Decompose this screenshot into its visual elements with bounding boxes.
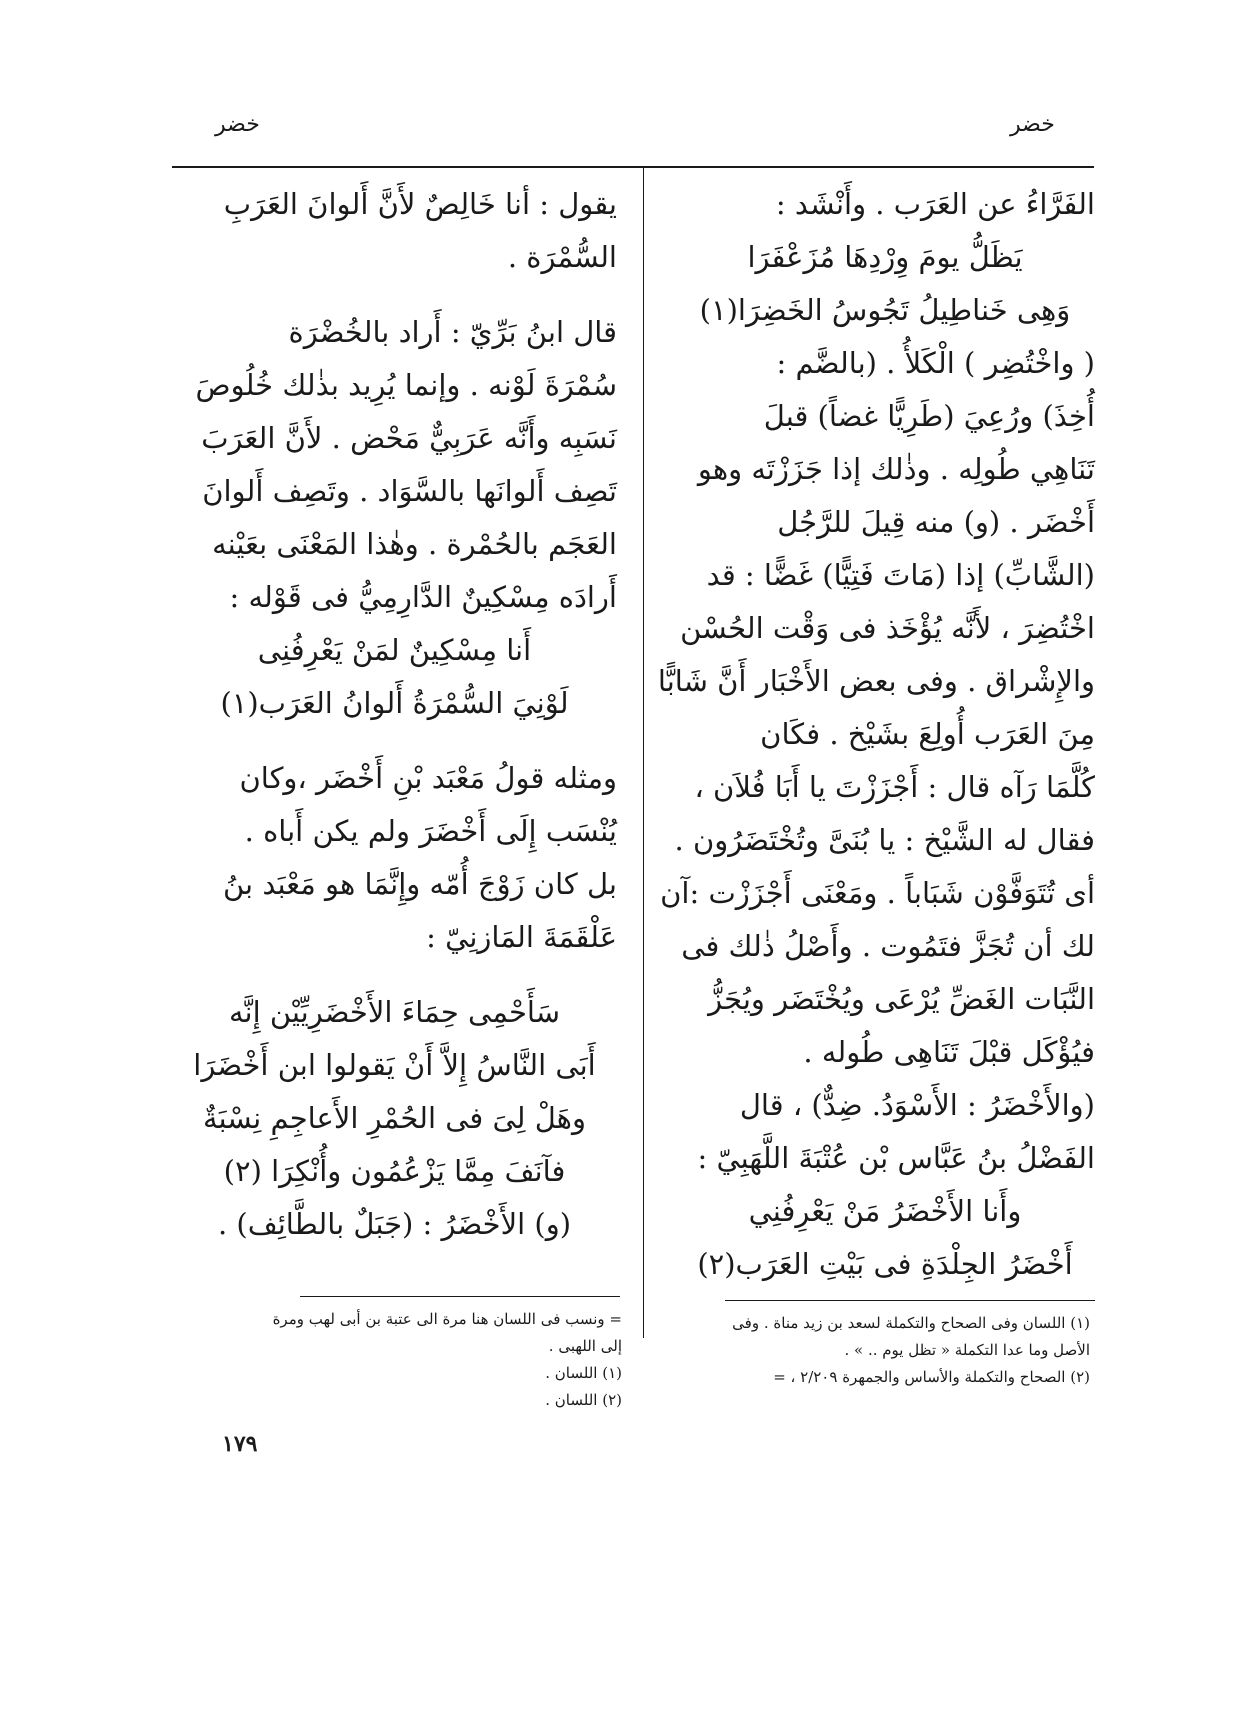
page-number: ١٧٩ [222, 1431, 258, 1457]
verse-line: يَظَلُّ يومَ وِرْدِهَا مُزَعْفَرَا [747, 240, 1023, 274]
text-line: الفَضْلُ بنُ عَبَّاس بْن عُتْبَةَ اللَّهَبِيّ : [697, 1141, 1095, 1175]
text-line: سُمْرَةَ لَوْنه . وإنما يُرِيد بذٰلك خُلُوصَ [195, 368, 617, 402]
text-line: بل كان زَوْجَ أُمّه وإِنَّمَا هو مَعْبَد بنُ [222, 867, 617, 901]
verse-line: أَنا مِسْكِينٌ لمَنْ يَعْرِفُنِى [257, 633, 532, 667]
text-line: الفَرَّاءُ عن العَرَب . وأَنْشَد : [775, 187, 1095, 221]
verse-line: لَوْنِيَ السُّمْرَةُ أَلوانُ العَرَب(١) [220, 686, 569, 720]
text-line: (و) الأَخْضَرُ : (جَبَلٌ بالطَّائِف) . [217, 1207, 572, 1241]
footnote-rule-right [725, 1300, 1095, 1301]
text-line: ومثله قولُ مَعْبَد بْنِ أَخْضَر ،وكان [239, 761, 617, 795]
verse-line: وَهِى خَناطِيلُ تَجُوسُ الخَضِرَا(١) [699, 293, 1071, 327]
text-line: (الشَّابِّ) إذا (مَاتَ فَتِيًّا) غَضًّا : قد [706, 558, 1095, 592]
footnotes-left [172, 1306, 622, 1414]
footnote-line: (٢) الصحاح والتكملة والأساس والجمهرة ٢/٢٠٩ ، = [773, 1368, 1090, 1386]
text-line: قال ابنُ بَرِّيّ : أَراد بالخُضْرَة [288, 315, 617, 349]
text-line: العَجَم بالحُمْرة . وهٰذا المَعْنَى بعَيْنه [212, 527, 617, 561]
running-header-left: خضر [215, 112, 260, 137]
verse-line: فآنَفَ مِمَّا يَزْعُمُون وأُنْكِرَا (٢) [223, 1154, 566, 1188]
right-column [657, 178, 1095, 1291]
spacer [172, 284, 617, 306]
text-line: يُنْسَب إِلَى أَخْضَرَ ولم يكن أَباه . [244, 814, 617, 848]
text-line: اخْتُضِرَ ، لأَنَّه يُؤْخَذ فى وَقْت الحُسْن [680, 611, 1095, 645]
footnote-line: (١) اللسان . [545, 1364, 622, 1382]
text-line: يقول : أنا خَالِصٌ لأَنَّ أَلوانَ العَرَبِ [223, 187, 617, 221]
running-header-right: خضر [1010, 112, 1055, 137]
header-rule [172, 166, 1094, 168]
text-line: والإِشْراق . وفى بعض الأَخْبَار أَنَّ شَابًّا [657, 664, 1095, 698]
text-line: لك أن تُجَزَّ فتَمُوت . وأَصْلُ ذٰلك فى [681, 929, 1095, 963]
text-line: النَّبَات الغَضِّ يُرْعَى ويُخْتَضَر ويُجَزُّ [708, 982, 1095, 1016]
verse-line: أَخْضَرُ الجِلْدَةِ فى بَيْتِ العَرَب(٢) [697, 1247, 1073, 1281]
text-line: مِنَ العَرَب أُولِعَ بشَيْخ . فكَان [760, 717, 1095, 751]
text-line: فقال له الشَّيْخ : يا بُنَىَّ وتُخْتَضَرُون . [674, 823, 1095, 857]
text-line: أَرادَه مِسْكِينٌ الدَّارِمِيُّ فى قَوْله : [229, 580, 617, 614]
text-line: (والأَخْضَرُ : الأَسْوَدُ. ضِدٌّ) ، قال [739, 1088, 1095, 1122]
footnote-line: = ونسب فى اللسان هنا مرة الى عتبة بن أبى لهب ومرة [272, 1310, 622, 1328]
footnote-line: (٢) اللسان . [545, 1391, 622, 1409]
text-line: تَصِف أَلوانَها بالسَّوَاد . وتَصِف أَلوانَ [202, 474, 617, 508]
verse-line: وأَنا الأَخْضَرُ مَنْ يَعْرِفُنِي [748, 1194, 1022, 1228]
left-column [172, 178, 617, 1251]
footnote-line: الأصل وما عدا التكملة « تظل يوم .. » . [844, 1341, 1090, 1359]
footnote-line: إلى اللهبى . [548, 1337, 622, 1355]
text-line: عَلْقَمَةَ المَازنِيّ : [426, 920, 617, 954]
footnote-rule-left [300, 1296, 620, 1297]
text-line: السُّمْرَة . [507, 240, 617, 274]
column-divider [643, 168, 644, 1338]
spacer [172, 964, 617, 986]
text-line: نَسَبِه وأَنَّه عَرَبِيٌّ مَحْض . لأَنَّ العَرَبَ [201, 421, 617, 455]
text-line: ( واخْتُضِر ) الْكَلأُ . (بالضَّم : [776, 346, 1095, 380]
text-line: كُلَّمَا رَآه قال : أَجْزَزْتَ يا أَبَا فُلاَن ، [694, 770, 1095, 804]
text-line: فيُؤْكَل قبْلَ تَنَاهِى طُوله . [803, 1035, 1095, 1069]
text-line: أُخِذَ) ورُعِيَ (طَرِيًّا غضاً) قبلَ [763, 399, 1095, 433]
spacer [172, 730, 617, 752]
verse-line: أَبَى النَّاسُ إِلاَّ أَنْ يَقولوا ابن أَخْضَرَا [193, 1048, 596, 1082]
text-line: أَخْضَر . (و) منه قِيلَ للرَّجُل [777, 505, 1095, 539]
verse-line: وهَلْ لِىَ فى الحُمْرِ الأَعاجِمِ نِسْبَةٌ [203, 1101, 586, 1135]
footnotes-right [660, 1310, 1090, 1391]
verse-line: سَأَحْمِى حِمَاءَ الأَخْضَرِيِّيْن إِنَّه [228, 995, 561, 1029]
text-line: أى تُتَوَفَّوْن شَبَاباً . ومَعْنَى أَجْزَزْت :آن [660, 876, 1095, 910]
text-line: تَنَاهِي طُولِه . وذٰلك إذا جَزَزْتَه وهو [697, 452, 1095, 486]
footnote-line: (١) اللسان وفى الصحاح والتكملة لسعد بن زيد مناة . وفى [732, 1314, 1090, 1332]
